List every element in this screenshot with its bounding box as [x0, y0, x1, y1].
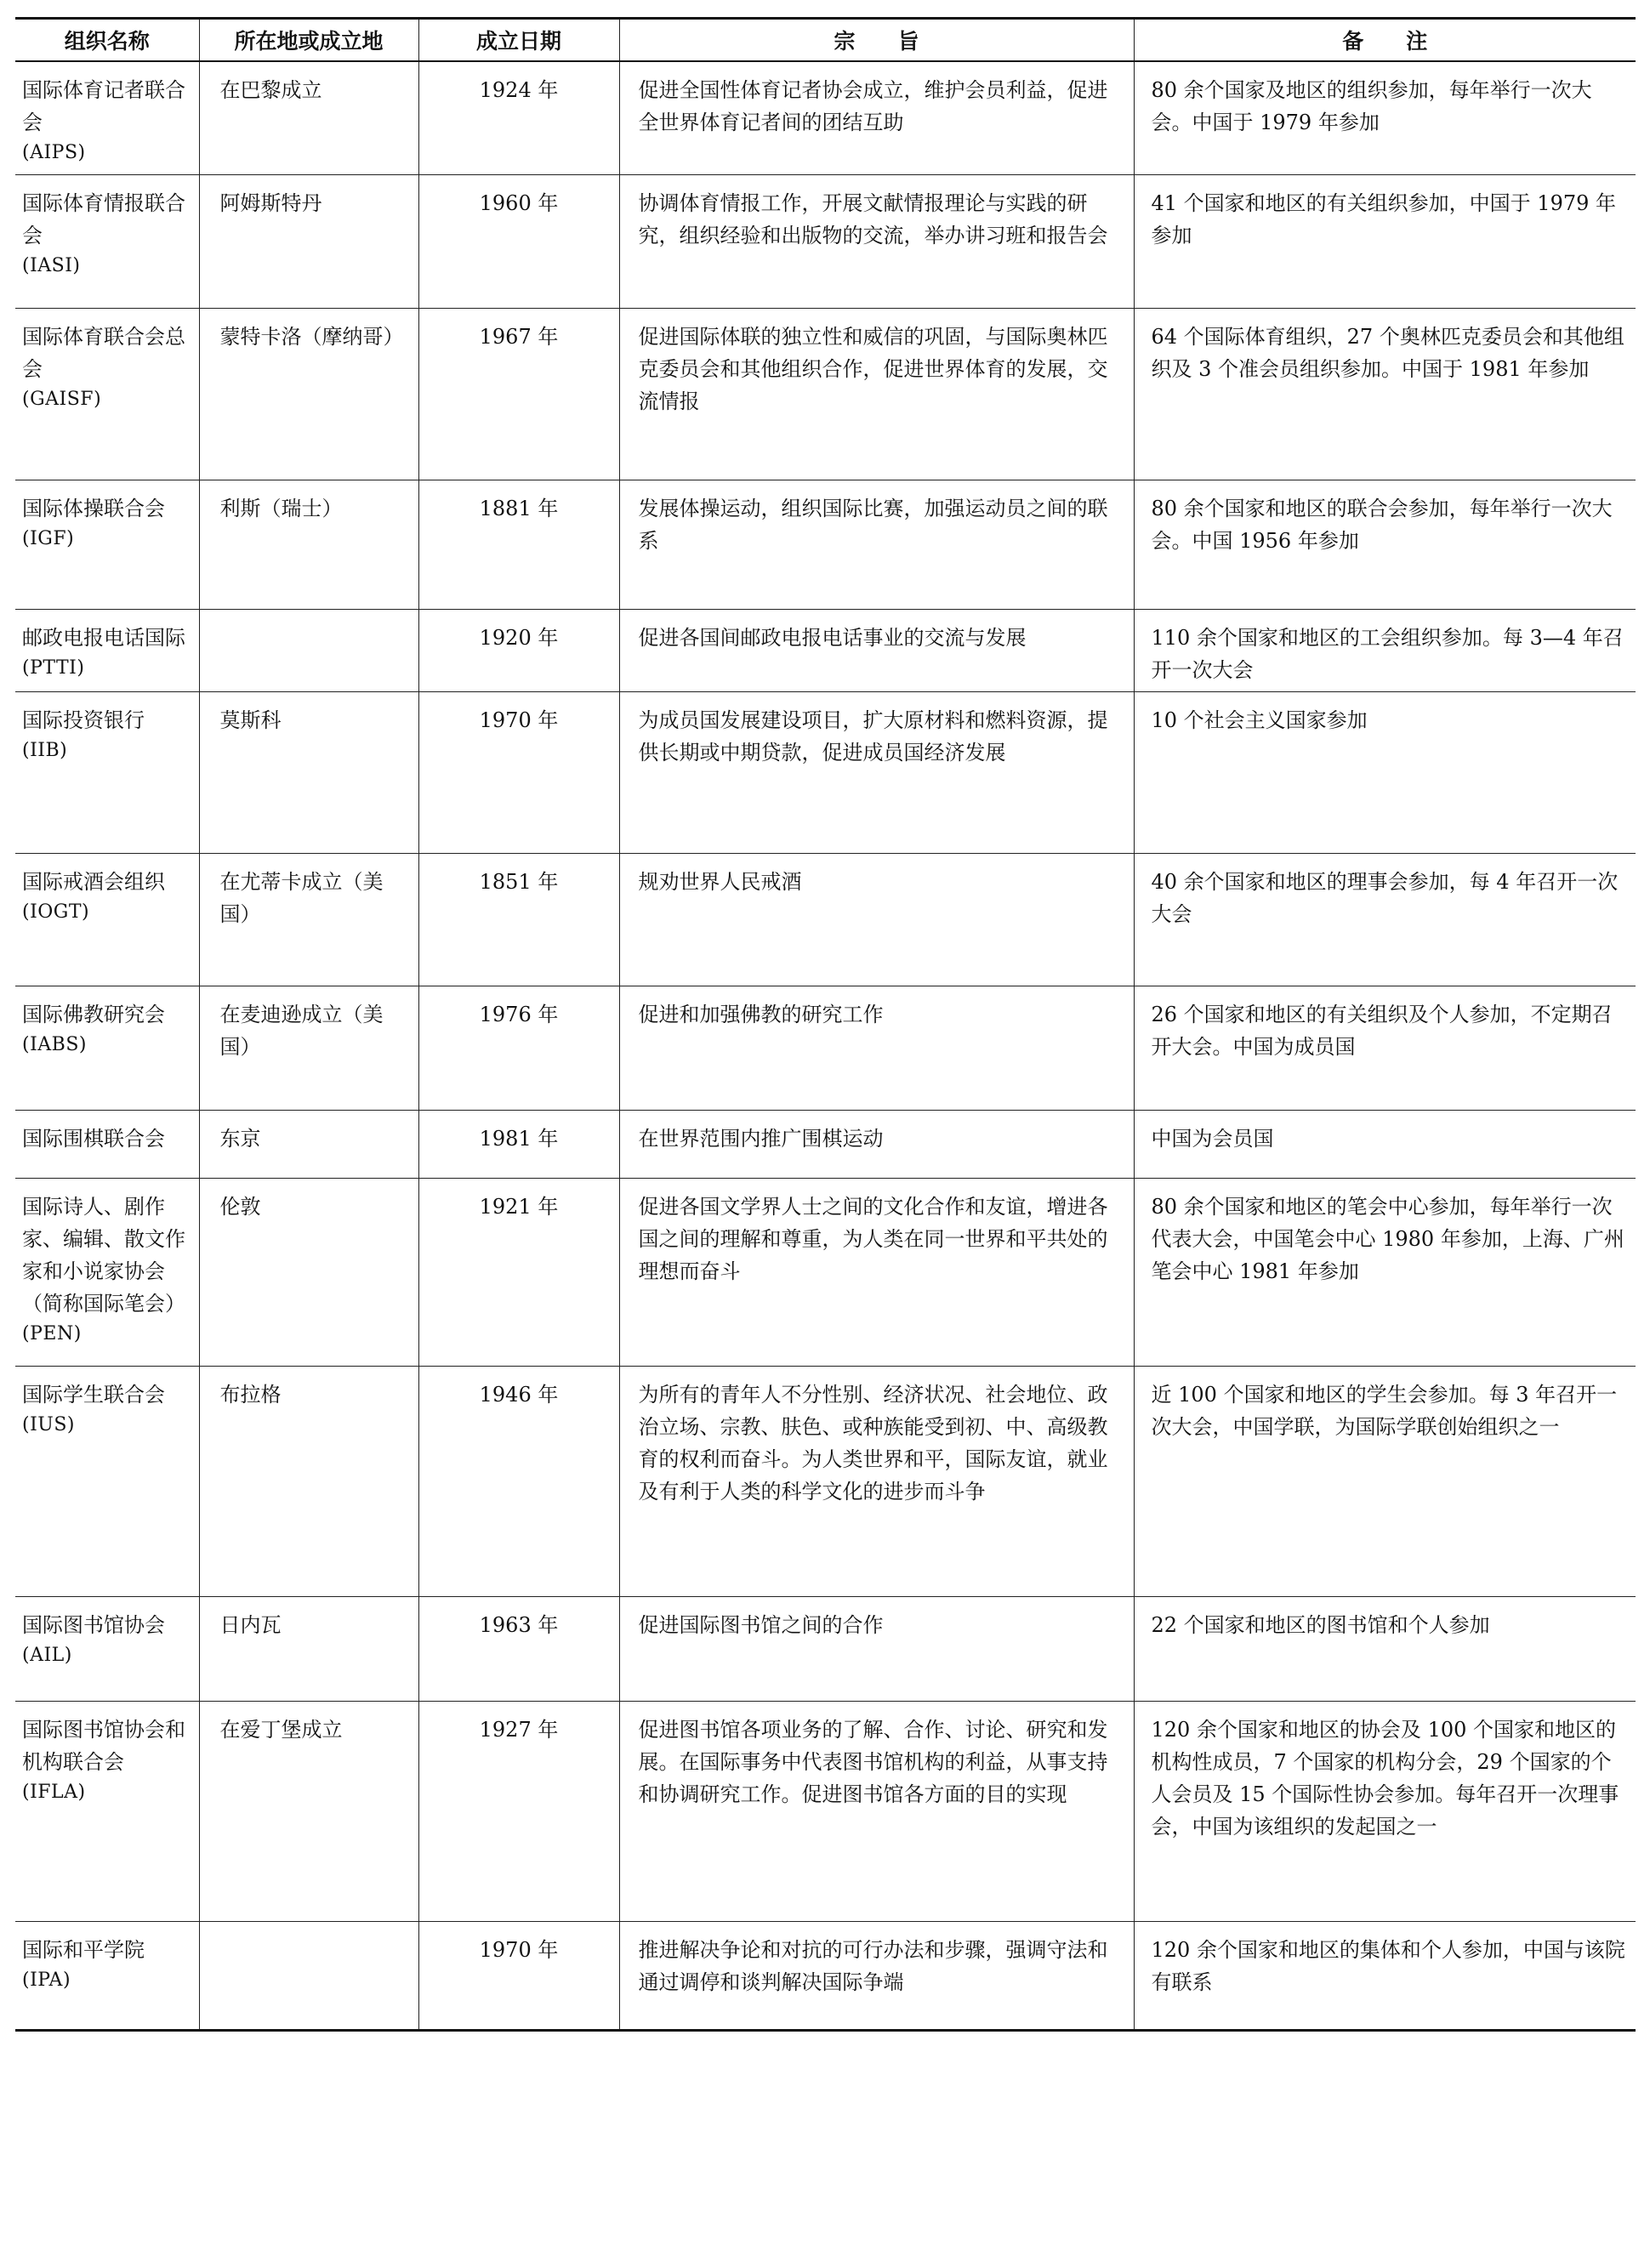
location-cell — [199, 1367, 418, 1597]
note-cell — [1134, 1179, 1636, 1367]
location-cell — [199, 1597, 418, 1702]
table-row — [15, 480, 1636, 610]
org-name-cell — [15, 610, 199, 692]
table-row — [15, 610, 1636, 692]
org-name-cell — [15, 175, 199, 309]
org-name-cell — [15, 1179, 199, 1367]
purpose-cell — [619, 1597, 1134, 1702]
note-cell — [1134, 986, 1636, 1111]
table-row — [15, 1179, 1636, 1367]
purpose-cell — [619, 480, 1134, 610]
org-abbreviation: (AIPS) — [22, 141, 86, 163]
note-text: 40 余个国家和地区的理事会参加，每 4 年召开一次大会 — [1151, 870, 1619, 926]
note-cell — [1134, 692, 1636, 854]
org-abbreviation: (IASI) — [22, 255, 81, 276]
note-text: 120 余个国家和地区的集体和个人参加，中国与该院有联系 — [1151, 1938, 1625, 1994]
note-text: 26 个国家和地区的有关组织及个人参加，不定期召开大会。中国为成员国 — [1151, 1003, 1613, 1059]
founded-date-cell — [418, 309, 619, 480]
org-abbreviation: (IFLA) — [22, 1782, 86, 1803]
location-text: 布拉格 — [219, 1383, 282, 1407]
location-text: 伦敦 — [219, 1195, 261, 1219]
table-row — [15, 1922, 1636, 2031]
org-name-cell — [15, 1702, 199, 1922]
date-text: 1924 年 — [479, 77, 559, 102]
table-body — [15, 61, 1636, 2031]
purpose-text: 促进全国性体育记者协会成立，维护会员利益，促进全世界体育记者间的团结互助 — [638, 77, 1108, 134]
purpose-cell — [619, 610, 1134, 692]
date-text: 1851 年 — [479, 870, 559, 894]
location-text: 在尤蒂卡成立（美国） — [219, 870, 384, 926]
note-cell — [1134, 309, 1636, 480]
date-text: 1970 年 — [479, 708, 559, 732]
org-abbreviation: (IUS) — [22, 1414, 75, 1435]
founded-date-cell — [418, 1111, 619, 1179]
org-name: 国际围棋联合会 — [22, 1127, 165, 1151]
date-text: 1927 年 — [479, 1718, 559, 1742]
founded-date-cell — [418, 610, 619, 692]
purpose-cell — [619, 1179, 1134, 1367]
header-note: 备 注 — [1134, 19, 1636, 61]
org-name: 国际诗人、剧作家、编辑、散文作家和小说家协会（简称国际笔会） — [22, 1195, 185, 1316]
note-text: 64 个国际体育组织，27 个奥林匹克委员会和其他组织及 3 个准会员组织参加。中国于 1981 年参加 — [1151, 325, 1624, 381]
header-name: 组织名称 — [15, 19, 199, 61]
note-cell — [1134, 480, 1636, 610]
purpose-text: 促进图书馆各项业务的了解、合作、讨论、研究和发展。在国际事务中代表图书馆机构的利益，从事支持和协调研究工作。促进图书馆各方面的目的实现 — [638, 1718, 1108, 1806]
table-row — [15, 986, 1636, 1111]
purpose-text: 促进和加强佛教的研究工作 — [638, 1003, 884, 1026]
purpose-cell — [619, 692, 1134, 854]
purpose-cell — [619, 1111, 1134, 1179]
purpose-cell — [619, 854, 1134, 986]
header-date: 成立日期 — [418, 19, 619, 61]
org-abbreviation: (IGF) — [22, 528, 75, 549]
organizations-table — [15, 17, 1636, 2032]
org-abbreviation: (IOGT) — [22, 901, 90, 923]
note-text: 中国为会员国 — [1151, 1127, 1274, 1151]
table-row — [15, 854, 1636, 986]
org-name-cell — [15, 1367, 199, 1597]
location-cell — [199, 1111, 418, 1179]
location-text: 莫斯科 — [219, 708, 282, 732]
location-cell — [199, 986, 418, 1111]
date-text: 1970 年 — [479, 1938, 559, 1962]
note-text: 110 余个国家和地区的工会组织参加。每 3—4 年召开一次大会 — [1151, 626, 1624, 682]
date-text: 1921 年 — [479, 1195, 559, 1219]
org-name: 国际投资银行 — [22, 708, 145, 732]
org-abbreviation: (GAISF) — [22, 389, 102, 410]
table-row — [15, 1111, 1636, 1179]
document-page — [15, 17, 1636, 2032]
purpose-cell — [619, 1367, 1134, 1597]
table-row — [15, 175, 1636, 309]
note-cell — [1134, 1111, 1636, 1179]
org-name-cell — [15, 986, 199, 1111]
location-text: 利斯（瑞士） — [219, 497, 343, 520]
org-abbreviation: (IPA) — [22, 1970, 71, 1991]
note-text: 41 个国家和地区的有关组织参加，中国于 1979 年参加 — [1151, 191, 1617, 247]
purpose-text: 规劝世界人民戒酒 — [638, 870, 802, 894]
founded-date-cell — [418, 175, 619, 309]
purpose-text: 促进各国间邮政电报电话事业的交流与发展 — [638, 626, 1027, 650]
date-text: 1967 年 — [479, 325, 559, 349]
org-name: 国际和平学院 — [22, 1938, 145, 1962]
date-text: 1963 年 — [479, 1613, 559, 1637]
location-cell — [199, 692, 418, 854]
founded-date-cell — [418, 986, 619, 1111]
purpose-text: 发展体操运动，组织国际比赛，加强运动员之间的联系 — [638, 497, 1108, 553]
founded-date-cell — [418, 1922, 619, 2031]
date-text: 1960 年 — [479, 191, 559, 215]
org-name-cell — [15, 61, 199, 175]
table-row — [15, 61, 1636, 175]
table-row — [15, 309, 1636, 480]
founded-date-cell — [418, 854, 619, 986]
note-cell — [1134, 1702, 1636, 1922]
location-cell — [199, 854, 418, 986]
purpose-text: 为成员国发展建设项目，扩大原材料和燃料资源，提供长期或中期贷款，促进成员国经济发展 — [638, 708, 1108, 765]
table-row — [15, 1702, 1636, 1922]
table-row — [15, 1367, 1636, 1597]
header-location: 所在地或成立地 — [199, 19, 418, 61]
location-text: 东京 — [219, 1127, 261, 1151]
note-cell — [1134, 1922, 1636, 2031]
note-text: 80 余个国家和地区的联合会参加，每年举行一次大会。中国 1956 年参加 — [1151, 497, 1613, 553]
purpose-text: 在世界范围内推广围棋运动 — [638, 1127, 884, 1151]
note-text: 120 余个国家和地区的协会及 100 个国家和地区的机构性成员，7 个国家的机构分会，29 个国家的个人会员及 15 个国际性协会参加。每年召开一次理事会，中国为该组织的发起国之一 — [1151, 1718, 1619, 1839]
location-text: 在麦迪逊成立（美国） — [219, 1003, 384, 1059]
org-abbreviation: (PEN) — [22, 1323, 82, 1344]
purpose-text: 推进解决争论和对抗的可行办法和步骤，强调守法和通过调停和谈判解决国际争端 — [638, 1938, 1108, 1994]
location-cell — [199, 61, 418, 175]
org-name-cell — [15, 480, 199, 610]
org-name: 国际戒酒会组织 — [22, 870, 165, 894]
org-name: 国际体育情报联合会 — [22, 191, 185, 247]
org-abbreviation: (IABS) — [22, 1034, 87, 1055]
location-cell — [199, 480, 418, 610]
org-abbreviation: (AIL) — [22, 1645, 72, 1666]
purpose-text: 促进各国文学界人士之间的文化合作和友谊，增进各国之间的理解和尊重，为人类在同一世界和平共处的理想而奋斗 — [638, 1195, 1108, 1283]
purpose-cell — [619, 1922, 1134, 2031]
org-name: 国际体育记者联合会 — [22, 77, 185, 134]
table-row — [15, 692, 1636, 854]
org-abbreviation: (PTTI) — [22, 657, 85, 679]
note-cell — [1134, 610, 1636, 692]
note-text: 10 个社会主义国家参加 — [1151, 708, 1368, 732]
purpose-text: 为所有的青年人不分性别、经济状况、社会地位、政治立场、宗教、肤色、或种族能受到初、中、高级教育的权利而奋斗。为人类世界和平，国际友谊，就业及有利于人类的科学文化的进步而斗争 — [638, 1383, 1108, 1503]
org-name-cell — [15, 1597, 199, 1702]
note-cell — [1134, 1367, 1636, 1597]
location-text: 在爱丁堡成立 — [219, 1718, 343, 1742]
location-text: 蒙特卡洛（摩纳哥） — [219, 325, 404, 349]
note-cell — [1134, 61, 1636, 175]
header-purpose: 宗 旨 — [619, 19, 1134, 61]
org-name-cell — [15, 1922, 199, 2031]
org-name-cell — [15, 692, 199, 854]
org-name: 邮政电报电话国际 — [22, 626, 185, 650]
date-text: 1981 年 — [479, 1127, 559, 1151]
founded-date-cell — [418, 480, 619, 610]
founded-date-cell — [418, 1702, 619, 1922]
table-header-row — [15, 19, 1636, 61]
date-text: 1881 年 — [479, 497, 559, 520]
purpose-cell — [619, 61, 1134, 175]
founded-date-cell — [418, 61, 619, 175]
table-row — [15, 1597, 1636, 1702]
location-text: 在巴黎成立 — [219, 77, 322, 102]
purpose-cell — [619, 986, 1134, 1111]
note-text: 80 余个国家和地区的笔会中心参加，每年举行一次代表大会，中国笔会中心 1980 年参加，上海、广州笔会中心 1981 年参加 — [1151, 1195, 1624, 1283]
date-text: 1946 年 — [479, 1383, 559, 1407]
org-name: 国际图书馆协会 — [22, 1613, 165, 1637]
note-cell — [1134, 854, 1636, 986]
note-cell — [1134, 1597, 1636, 1702]
purpose-text: 协调体育情报工作，开展文献情报理论与实践的研究，组织经验和出版物的交流，举办讲习班和报告会 — [638, 191, 1108, 247]
org-name-cell — [15, 1111, 199, 1179]
location-cell — [199, 1922, 418, 2031]
purpose-cell — [619, 309, 1134, 480]
date-text: 1920 年 — [479, 626, 559, 650]
location-text: 阿姆斯特丹 — [219, 191, 322, 215]
purpose-text: 促进国际体联的独立性和威信的巩固，与国际奥林匹克委员会和其他组织合作，促进世界体育的发展，交流情报 — [638, 325, 1108, 413]
location-cell — [199, 1702, 418, 1922]
org-name: 国际佛教研究会 — [22, 1003, 165, 1026]
org-name: 国际学生联合会 — [22, 1383, 165, 1407]
purpose-cell — [619, 175, 1134, 309]
purpose-text: 促进国际图书馆之间的合作 — [638, 1613, 884, 1637]
note-text: 近 100 个国家和地区的学生会参加。每 3 年召开一次大会，中国学联，为国际学联创始组织之一 — [1151, 1383, 1618, 1439]
founded-date-cell — [418, 1367, 619, 1597]
org-name-cell — [15, 854, 199, 986]
location-cell — [199, 610, 418, 692]
location-text: 日内瓦 — [219, 1613, 282, 1637]
org-name: 国际体操联合会 — [22, 497, 165, 520]
location-cell — [199, 1179, 418, 1367]
purpose-cell — [619, 1702, 1134, 1922]
note-text: 80 余个国家及地区的组织参加，每年举行一次大会。中国于 1979 年参加 — [1151, 77, 1592, 134]
founded-date-cell — [418, 692, 619, 854]
org-name-cell — [15, 309, 199, 480]
note-text: 22 个国家和地区的图书馆和个人参加 — [1151, 1613, 1490, 1637]
note-cell — [1134, 175, 1636, 309]
founded-date-cell — [418, 1179, 619, 1367]
org-name: 国际图书馆协会和机构联合会 — [22, 1718, 185, 1774]
location-cell — [199, 309, 418, 480]
location-cell — [199, 175, 418, 309]
org-abbreviation: (IIB) — [22, 740, 68, 761]
org-name: 国际体育联合会总会 — [22, 325, 185, 381]
date-text: 1976 年 — [479, 1003, 559, 1026]
founded-date-cell — [418, 1597, 619, 1702]
